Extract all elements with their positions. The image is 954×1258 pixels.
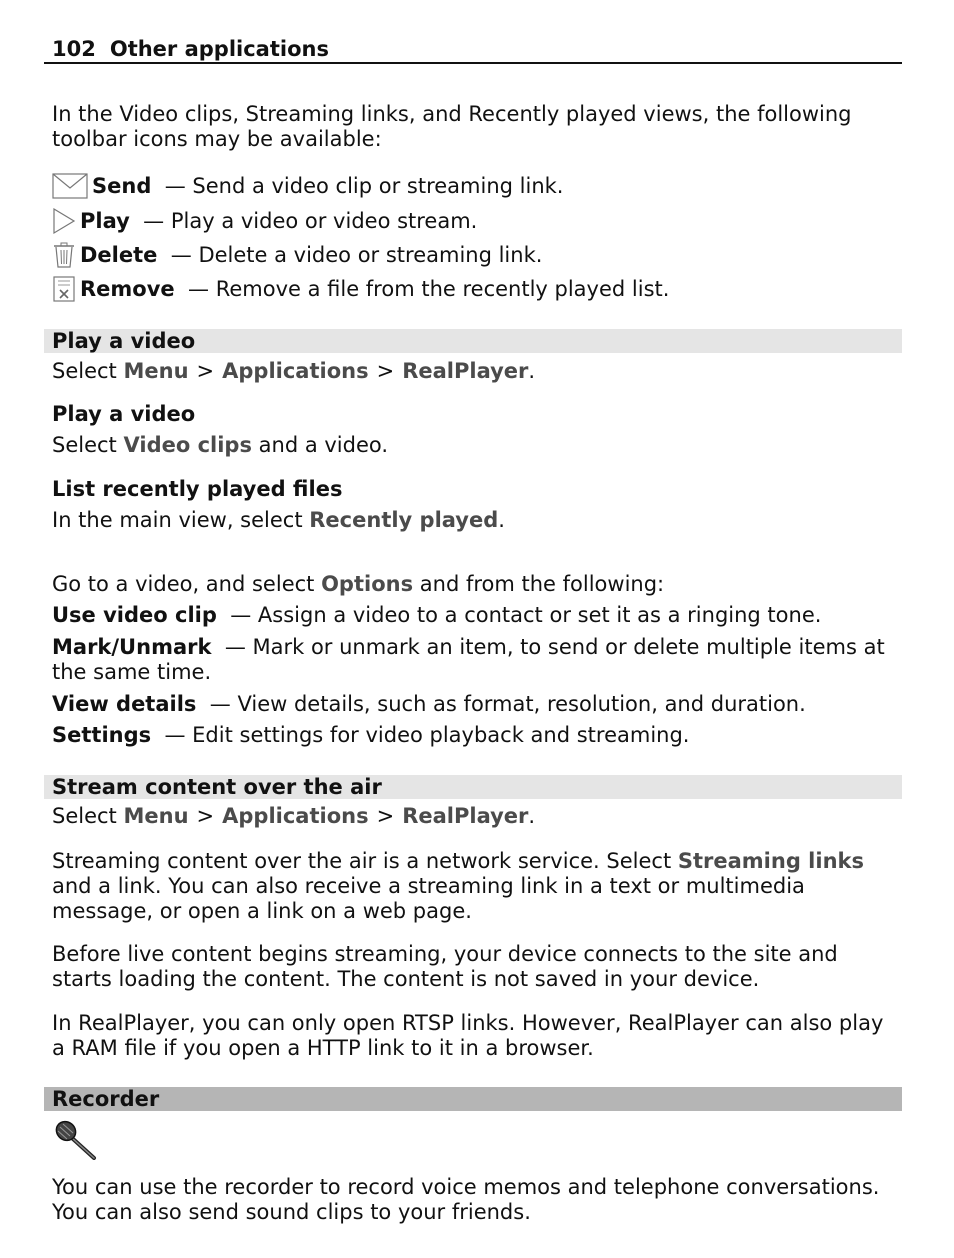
stream-paragraph-3: In RealPlayer, you can only open RTSP links. However, RealPlayer can also play a RAM file if you open a HTTP link to it in a browser. [52, 1011, 884, 1060]
recorder-paragraph: You can use the recorder to record voice memos and telephone conversations. You can also send sound clips to your friends. [52, 1120, 902, 1225]
recently-played-instruction: In the main view, select Recently played. [52, 508, 505, 532]
page-number: 102 [52, 37, 96, 61]
section-heading-stream: Stream content over the air [44, 775, 902, 799]
play-icon [52, 207, 76, 235]
menu-path-realplayer-stream: Select Menu > Applications > RealPlayer. [52, 804, 536, 828]
play-video-instruction: Select Video clips and a video. [52, 433, 389, 457]
remove-icon [52, 275, 76, 303]
option-mark-unmark: Mark/Unmark — Mark or unmark an item, to send or delete multiple items at the same time. [52, 635, 885, 684]
microphone-icon [52, 1118, 98, 1160]
toolbar-item-delete: Delete — Delete a video or streaming link. [52, 240, 542, 270]
options-intro: Go to a video, and select Options and from the following: [52, 572, 665, 596]
section-title: Other applications [109, 37, 329, 61]
toolbar-item-play: Play — Play a video or video stream. [52, 206, 477, 236]
option-settings: Settings — Edit settings for video playback and streaming. [52, 723, 690, 747]
option-use-video-clip: Use video clip — Assign a video to a contact or set it as a ringing tone. [52, 603, 822, 627]
option-view-details: View details — View details, such as format, resolution, and duration. [52, 692, 806, 716]
section-heading-play-video: Play a video [44, 329, 902, 353]
stream-paragraph-2: Before live content begins streaming, your device connects to the site and starts loading the content. The content is not saved in your device. [52, 942, 838, 991]
subheading-play-video: Play a video [52, 402, 196, 426]
subheading-recently-played: List recently played files [52, 477, 343, 501]
toolbar-item-send: Send — Send a video clip or streaming link. [52, 171, 563, 201]
menu-path-realplayer: Select Menu > Applications > RealPlayer. [52, 359, 536, 383]
trash-icon [52, 241, 76, 269]
page-header [44, 36, 902, 64]
intro-paragraph: In the Video clips, Streaming links, and Recently played views, the following toolbar icons may be available: [52, 102, 852, 151]
toolbar-item-remove: Remove — Remove a file from the recently played list. [52, 274, 669, 304]
section-heading-recorder: Recorder [44, 1087, 902, 1111]
envelope-icon [52, 172, 88, 200]
stream-paragraph-1: Streaming content over the air is a network service. Select Streaming links and a link. You can also receive a streaming link in a text or multimedia message, or open a link on a web page. [52, 849, 864, 923]
